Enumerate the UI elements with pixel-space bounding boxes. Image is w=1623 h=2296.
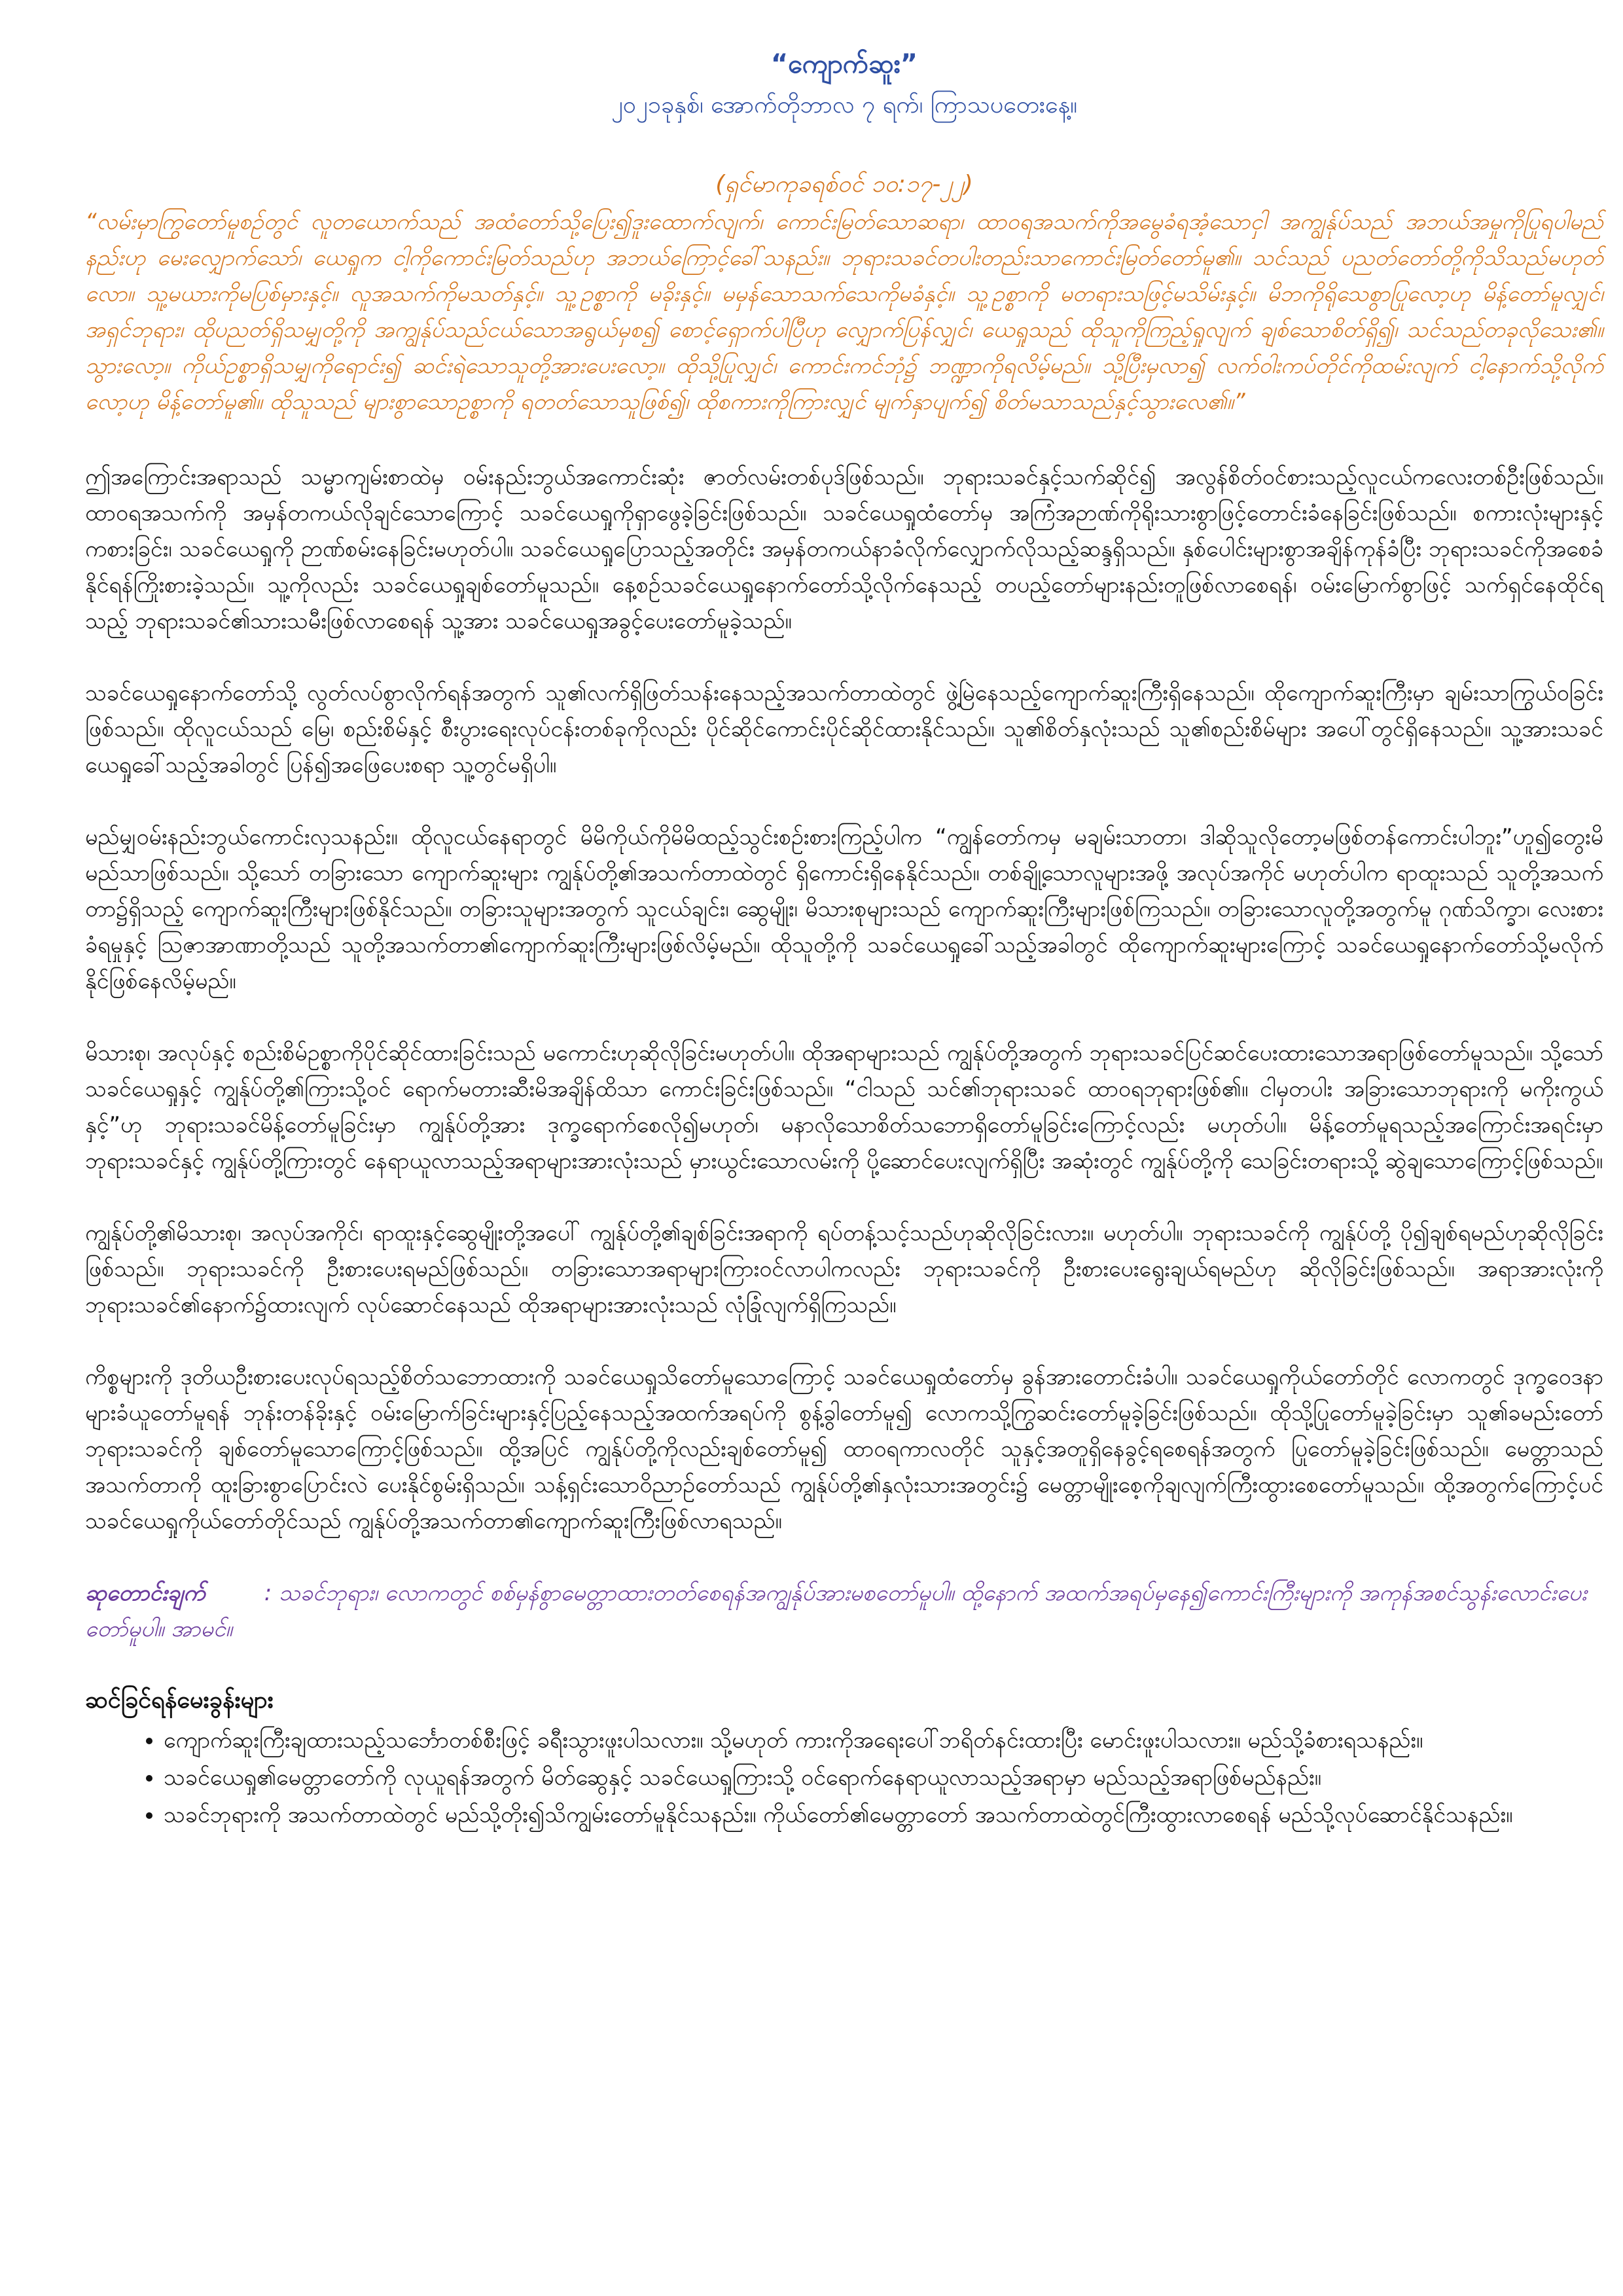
body-paragraph-1: ဤအကြောင်းအရာသည် သမ္မာကျမ်းစာထဲမှ ဝမ်းနည်းဘွယ်အကောင်းဆုံး ဇာတ်လမ်းတစ်ပုဒ်ဖြစ်သည်။ ဘုရားသခင်နှင့်သက်ဆိုင်၍ အလွန်စိတ်ဝင်စားသည့်လူငယ်ကလေးတစ်ဦးဖြစ်သည်။ ထာဝရအသက်ကို အမှန်တကယ်လိုချင်သောကြောင့် သခင်ယေရှုကိုရှာဖွေခဲ့ခြင်းဖြစ်သည်။ သခင်ယေရှုထံတော်မှ အကြံအဉာဏ်ကိုရိုးသားစွာဖြင့်တောင်းခံနေခြင်းဖြစ်သည်။ စကားလုံးများနှင့်ကစားခြင်း၊ သခင်ယေရှုကို ဉာဏ်စမ်းနေခြင်းမဟုတ်ပါ။ သခင်ယေရှုပြောသည့်အတိုင်း အမှန်တကယ်နာခံလိုက်လျှောက်လိုသည့်ဆန္ဒရှိသည်။ နှစ်ပေါင်းများစွာအချိန်ကုန်ခံပြီး ဘုရားသခင်ကိုအစေခံနိုင်ရန်ကြိုးစားခဲ့သည်။ သူ့ကိုလည်း သခင်ယေရှုချစ်တော်မူသည်။ နေ့စဉ်သခင်ယေရှုနောက်တော်သို့လိုက်နေသည့် တပည့်တော်များနည်းတူဖြစ်လာစေရန်၊ ဝမ်းမြောက်စွာဖြင့် သက်ရှင်နေထိုင်ရသည့် ဘုရားသခင်၏သားသမီးဖြစ်လာစေရန် သူ့အား သခင်ယေရှုအခွင့်ပေးတော်မူခဲ့သည်။ <box>85 464 1603 634</box>
question-item: • သခင်ယေရှု၏မေတ္တာတော်ကို လုယူရန်အတွက် မိတ်ဆွေနှင့် သခင်ယေရှုကြားသို့ ဝင်ရောက်နေရာယူလာသည့်အရာမှာ မည်သည့်အရာဖြစ်မည်နည်း။ <box>164 1760 1603 1796</box>
body-paragraph-4: မိသားစု၊ အလုပ်နှင့် စည်းစိမ်ဥစ္စာကိုပိုင်ဆိုင်ထားခြင်းသည် မကောင်းဟုဆိုလိုခြင်းမဟုတ်ပါ။ ထိုအရာများသည် ကျွန်ုပ်တို့အတွက် ဘုရားသခင်ပြင်ဆင်ပေးထားသောအရာဖြစ်တော်မူသည်။ သို့သော် သခင်ယေရှုနှင့် ကျွန်ုပ်တို့၏ကြားသို့ဝင် ရောက်မတားဆီးမိအချိန်ထိသာ ကောင်းခြင်းဖြစ်သည်။ “ငါသည် သင်၏ဘုရားသခင် ထာဝရဘုရားဖြစ်၏။ ငါမှတပါး အခြားသောဘုရားကို မကိုးကွယ်နှင့်”ဟု ဘုရားသခင်မိန့်တော်မူခြင်းမှာ ကျွန်ုပ်တို့အား ဒုက္ခရောက်စေလို၍မဟုတ်၊ မနာလိုသောစိတ်သဘောရှိတော်မူခြင်းကြောင့်လည်း မဟုတ်ပါ။ မိန့်တော်မူရသည့်အကြောင်းအရင်းမှာ ဘုရားသခင်နှင့် ကျွန်ုပ်တို့ကြားတွင် နေရာယူလာသည့်အရာများအားလုံးသည် မှားယွင်းသောလမ်းကို ပို့ဆောင်ပေးလျက်ရှိပြီး အဆုံးတွင် ကျွန်ုပ်တို့ကို သေခြင်းတရားသို့ ဆွဲချသောကြောင့်ဖြစ်သည်။ <box>85 1040 1603 1174</box>
body-paragraph-6: ကိစ္စများကို ဒုတိယဦးစားပေးလုပ်ရသည့်စိတ်သဘောထားကို သခင်ယေရှုသိတော်မူသောကြောင့် သခင်ယေရှုထံတော်မှ ခွန်အားတောင်းခံပါ။ သခင်ယေရှုကိုယ်တော်တိုင် လောကတွင် ဒုက္ခဝေဒနာများခံယူတော်မူရန် ဘုန်းတန်ခိုးနှင့် ဝမ်းမြောက်ခြင်းများနှင့်ပြည့်နေသည့်အထက်အရပ်ကို စွန့်ခွါတော်မူ၍ လောကသို့ကြွဆင်းတော်မူခဲ့ခြင်းဖြစ်သည်။ ထိုသို့ပြုတော်မူခဲ့ခြင်းမှာ သူ၏ခမည်းတော်ဘုရားသခင်ကို ချစ်တော်မူသောကြောင့်ဖြစ်သည်။ ထို့အပြင် ကျွန်ုပ်တို့ကိုလည်းချစ်တော်မူ၍ ထာဝရကာလတိုင် သူနှင့်အတူရှိနေခွင့်ရစေရန်အတွက် ပြုတော်မူခဲ့ခြင်းဖြစ်သည်။ မေတ္တာသည် အသက်တာကို ထူးခြားစွာပြောင်းလဲ ပေးနိုင်စွမ်းရှိသည်။ သန့်ရှင်းသောဝိညာဉ်တော်သည် ကျွန်ုပ်တို့၏နှလုံးသားအတွင်း၌ မေတ္တာမျိုးစေ့ကိုချလျက်ကြီးထွားစေတော်မူသည်။ ထို့အတွက်ကြောင့်ပင် သခင်ယေရှုကိုယ်တော်တိုင်သည် ကျွန်ုပ်တို့အသက်တာ၏ကျောက်ဆူးကြီးဖြစ်လာရသည်။ <box>85 1364 1603 1534</box>
question-item: • သခင်ဘုရားကို အသက်တာထဲတွင် မည်သို့တိုး၍သိကျွမ်းတော်မူနိုင်သနည်း။ ကိုယ်တော်၏မေတ္တာတော် အသက်တာထဲတွင်ကြီးထွားလာစေရန် မည်သို့လုပ်ဆောင်နိုင်သနည်း။ <box>164 1797 1603 1833</box>
body-paragraph-2: သခင်ယေရှုနောက်တော်သို့ လွတ်လပ်စွာလိုက်ရန်အတွက် သူ၏လက်ရှိဖြတ်သန်းနေသည့်အသက်တာထဲတွင် ဖွဲ့မြဲနေသည့်ကျောက်ဆူးကြီးရှိနေသည်။ ထိုကျောက်ဆူးကြီးမှာ ချမ်းသာကြွယ်ဝခြင်းဖြစ်သည်။ ထိုလူငယ်သည် မြေ၊ စည်းစိမ်နှင့် စီးပွားရေးလုပ်ငန်းတစ်ခုကိုလည်း ပိုင်ဆိုင်ကောင်းပိုင်ဆိုင်ထားနိုင်သည်။ သူ၏စိတ်နှလုံးသည် သူ၏စည်းစိမ်များ အပေါ်တွင်ရှိနေသည်။ သူ့အားသခင်ယေရှုခေါ်သည့်အခါတွင် ပြန်၍အဖြေပေးစရာ သူ့တွင်မရှိပါ။ <box>85 680 1603 778</box>
questions-list <box>85 1723 1603 1833</box>
document-date: ၂၀၂၁ခုနှစ်၊ အောက်တိုဘာလ ၇ ရက်၊ ကြာသပတေးနေ့။ <box>611 92 1077 118</box>
document-title: “ကျောက်ဆူး” <box>770 49 918 79</box>
scripture-reference: (ရှင်မာကုခရစ်ဝင် ၁၀:၁၇-၂၂) <box>715 171 973 198</box>
prayer-label: ဆုတောင်းချက် <box>85 1580 205 1606</box>
document-page <box>85 46 1603 1835</box>
body-paragraph-5: ကျွန်ုပ်တို့၏မိသားစု၊ အလုပ်အကိုင်၊ ရာထူးနှင့်ဆွေမျိုးတို့အပေါ် ကျွန်ုပ်တို့၏ချစ်ခြင်းအရာကို ရပ်တန့်သင့်သည်ဟုဆိုလိုခြင်းလား။ မဟုတ်ပါ။ ဘုရားသခင်ကို ကျွန်ုပ်တို့ ပို၍ချစ်ရမည်ဟုဆိုလိုခြင်းဖြစ်သည်။ ဘုရားသခင်ကို ဦးစားပေးရမည်ဖြစ်သည်။ တခြားသောအရာများကြားဝင်လာပါကလည်း ဘုရားသခင်ကို ဦးစားပေးရွေးချယ်ရမည်ဟု ဆိုလိုခြင်းဖြစ်သည်။ အရာအားလုံးကို ဘုရားသခင်၏နောက်၌ထားလျက် လုပ်ဆောင်နေသည် ထိုအရာများအားလုံးသည် လုံခြုံလျက်ရှိကြသည်။ <box>85 1220 1603 1318</box>
questions-title: ဆင်ခြင်ရန်မေးခွန်းများ <box>85 1687 274 1713</box>
body-paragraph-3: မည်မျှဝမ်းနည်းဘွယ်ကောင်းလှသနည်း။ ထိုလူငယ်နေရာတွင် မိမိကိုယ်ကိုမိမိထည့်သွင်းစဉ်းစားကြည့်ပါက “ကျွန်တော်ကမှ မချမ်းသာတာ၊ ဒါဆိုသူလိုတော့မဖြစ်တန်ကောင်းပါဘူး”ဟူ၍တွေးမိမည်သာဖြစ်သည်။ သို့သော် တခြားသော ကျောက်ဆူးများ ကျွန်ုပ်တို့၏အသက်တာထဲတွင် ရှိကောင်းရှိနေနိုင်သည်။ တစ်ချို့သောလူများအဖို့ အလုပ်အကိုင် မဟုတ်ပါက ရာထူးသည် သူတို့အသက်တာ၌ရှိသည့် ကျောက်ဆူးကြီးများဖြစ်နိုင်သည်။ တခြားသူများအတွက် သူငယ်ချင်း၊ ဆွေမျိုး၊ မိသားစုများသည် ကျောက်ဆူးကြီးများဖြစ်ကြသည်။ တခြားသောလူတို့အတွက်မူ ဂုဏ်သိက္ခာ၊ လေးစားခံရမှုနှင့် ဩဇာအာဏာတို့သည် သူတို့အသက်တာ၏ကျောက်ဆူးကြီးများဖြစ်လိမ့်မည်။ ထိုသူတို့ကို သခင်ယေရှုခေါ်သည့်အခါတွင် ထိုကျောက်ဆူးများကြောင့် သခင်ယေရှုနောက်တော်သို့မလိုက်နိုင်ဖြစ်နေလိမ့်မည်။ <box>85 824 1603 994</box>
question-item: • ကျောက်ဆူးကြီးချထားသည့်သင်္ဘောတစ်စီးဖြင့် ခရီးသွားဖူးပါသလား။ သို့မဟုတ် ကားကိုအရေးပေါ်ဘရိတ်နင်းထားပြီး မောင်းဖူးပါသလား။ မည်သို့ခံစားရသနည်း။ <box>164 1723 1603 1759</box>
prayer-text: : သခင်ဘုရား၊ လောကတွင် စစ်မှန်စွာမေတ္တာထားတတ်စေရန်အကျွန်ုပ်အားမစတော်မူပါ။ ထို့နောက် အထက်အရပ်မှနေ၍ကောင်းကြီးများကို အကုန်အစင်သွန်းလောင်းပေးတော်မူပါ။ အာမင်။ <box>85 1580 1587 1642</box>
scripture-quote: “လမ်းမှာကြွတော်မူစဉ်တွင် လူတယောက်သည် အထံတော်သို့ပြေး၍ဒူးထောက်လျက်၊ ကောင်းမြတ်သောဆရာ၊ ထာဝရအသက်ကိုအမွေခံရအံ့သောငှါ အကျွန်ုပ်သည် အဘယ်အမှုကိုပြုရပါမည်နည်းဟု မေးလျှောက်သော်၊ ယေရှုက ငါ့ကိုကောင်းမြတ်သည်ဟု အဘယ်ကြောင့်ခေါ်သနည်း။ ဘုရားသခင်တပါးတည်းသာကောင်းမြတ်တော်မူ၏။ သင်သည် ပညတ်တော်တို့ကိုသိသည်မဟုတ်လော။ သူ့မယားကိုမပြစ်မှားနှင့်။ လူအသက်ကိုမသတ်နှင့်။ သူ့ဥစ္စာကို မခိုးနှင့်။ မမှန်သောသက်သေကိုမခံနှင့်။ သူ့ဥစ္စာကို မတရားသဖြင့်မသိမ်းနှင့်။ မိဘကိုရိုသေစွာပြုလော့ဟု မိန့်တော်မူလျှင်၊ အရှင်ဘုရား၊ ထိုပညတ်ရှိသမျှတို့ကို အကျွန်ုပ်သည်ငယ်သောအရွယ်မှစ၍ စောင့်ရှောက်ပါပြီဟု လျှောက်ပြန်လျှင်၊ ယေရှုသည် ထိုသူကိုကြည့်ရှုလျက် ချစ်သောစိတ်ရှိ၍၊ သင်သည်တခုလိုသေး၏။ သွားလော့။ ကိုယ်ဥစ္စာရှိသမျှကိုရောင်း၍ ဆင်းရဲသောသူတို့အားပေးလော့။ ထိုသို့ပြုလျှင်၊ ကောင်းကင်ဘုံ၌ ဘဏ္ဍာကိုရလိမ့်မည်။ သို့ပြီးမှလာ၍ လက်ဝါးကပ်တိုင်ကိုထမ်းလျက် ငါ့နောက်သို့လိုက်လော့ဟု မိန့်တော်မူ၏။ ထိုသူသည် များစွာသောဥစ္စာကို ရတတ်သောသူဖြစ်၍၊ ထိုစကားကိုကြားလျှင် မျက်နှာပျက်၍ စိတ်မသာသည်နှင့်သွားလေ၏။” <box>85 209 1603 415</box>
prayer-section <box>85 1575 1603 1647</box>
